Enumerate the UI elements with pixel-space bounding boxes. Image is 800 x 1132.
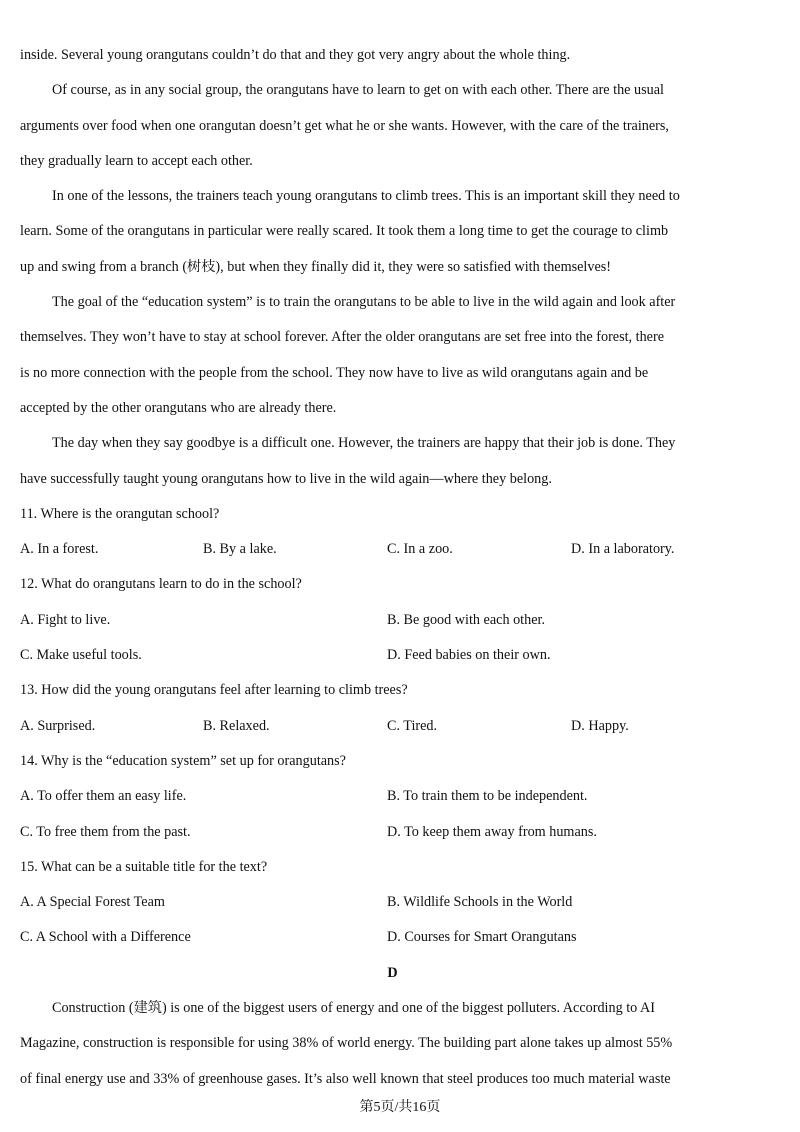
- passage-line: The day when they say goodbye is a difficult one. However, the trainers are happy that their job is done. They: [52, 435, 676, 452]
- passage-line: is no more connection with the people from the school. They now have to live as wild orangutans again and be: [20, 364, 649, 381]
- passage-line: themselves. They won’t have to stay at school forever. After the older orangutans are set free into the forest, there: [20, 329, 664, 346]
- option-d: D. Feed babies on their own.: [387, 647, 551, 664]
- option-c: C. To free them from the past.: [20, 823, 191, 840]
- question-12-options-row1: [20, 603, 765, 638]
- question-15-options-row1: [20, 885, 765, 920]
- question-15-stem: 15. What can be a suitable title for the text?: [20, 858, 268, 875]
- option-b: B. By a lake.: [203, 541, 277, 558]
- passage-line: accepted by the other orangutans who are already there.: [20, 399, 337, 416]
- passage-line: have successfully taught young orangutans how to live in the wild again—where they belong.: [20, 470, 552, 487]
- option-b: B. To train them to be independent.: [387, 788, 588, 805]
- page-content: [20, 38, 765, 1097]
- page-footer: 第5页/共16页: [359, 1100, 441, 1115]
- option-d: D. Courses for Smart Orangutans: [387, 929, 577, 946]
- passage-line: arguments over food when one orangutan doesn’t get what he or she wants. However, with the care of the trainers,: [20, 117, 669, 134]
- option-a: A. A Special Forest Team: [20, 894, 165, 911]
- option-a: A. In a forest.: [20, 541, 99, 558]
- question-13-options: [20, 709, 765, 744]
- passage-d-line: Construction (建筑) is one of the biggest users of energy and one of the biggest polluters. According to AI: [52, 1000, 655, 1017]
- option-d: D. To keep them away from humans.: [387, 823, 597, 840]
- question-12-options-row2: [20, 638, 765, 673]
- option-b: B. Relaxed.: [203, 717, 270, 734]
- option-a: A. To offer them an easy life.: [20, 788, 187, 805]
- option-c: C. Make useful tools.: [20, 647, 142, 664]
- question-14-options-row2: [20, 815, 765, 850]
- question-14-options-row1: [20, 779, 765, 814]
- option-a: A. Surprised.: [20, 717, 96, 734]
- option-d: D. Happy.: [571, 717, 629, 734]
- passage-d-line: Magazine, construction is responsible for using 38% of world energy. The building part alone takes up almost 55%: [20, 1035, 673, 1052]
- question-12-stem: 12. What do orangutans learn to do in the school?: [20, 576, 302, 593]
- option-c: C. In a zoo.: [387, 541, 453, 558]
- option-b: B. Be good with each other.: [387, 611, 546, 628]
- question-11-stem: 11. Where is the orangutan school?: [20, 505, 220, 522]
- option-a: A. Fight to live.: [20, 611, 111, 628]
- passage-line: inside. Several young orangutans couldn’t do that and they got very angry about the whole thing.: [20, 47, 571, 63]
- passage-line: The goal of the “education system” is to train the orangutans to be able to live in the wild again and look after: [52, 294, 676, 311]
- question-13-stem: 13. How did the young orangutans feel after learning to climb trees?: [20, 682, 408, 699]
- passage-line: they gradually learn to accept each other.: [20, 152, 253, 169]
- passage-line: In one of the lessons, the trainers teach young orangutans to climb trees. This is an important skill they need to: [52, 188, 680, 205]
- question-11-options: [20, 532, 765, 567]
- passage-d-line: of final energy use and 33% of greenhouse gases. It’s also well known that steel produces too much material waste: [20, 1070, 671, 1087]
- option-d: D. In a laboratory.: [571, 541, 675, 558]
- passage-line: Of course, as in any social group, the orangutans have to learn to get on with each other. There are the usual: [52, 82, 664, 99]
- passage-line: up and swing from a branch (树枝), but when they finally did it, they were so satisfied with themselves!: [20, 258, 612, 275]
- option-c: C. Tired.: [387, 717, 438, 734]
- question-14-stem: 14. Why is the “education system” set up for orangutans?: [20, 752, 346, 769]
- option-b: B. Wildlife Schools in the World: [387, 894, 573, 911]
- section-heading-d: D: [387, 964, 398, 981]
- passage-line: learn. Some of the orangutans in particular were really scared. It took them a long time to get the courage to climb: [20, 223, 669, 240]
- question-15-options-row2: [20, 920, 765, 955]
- option-c: C. A School with a Difference: [20, 929, 191, 946]
